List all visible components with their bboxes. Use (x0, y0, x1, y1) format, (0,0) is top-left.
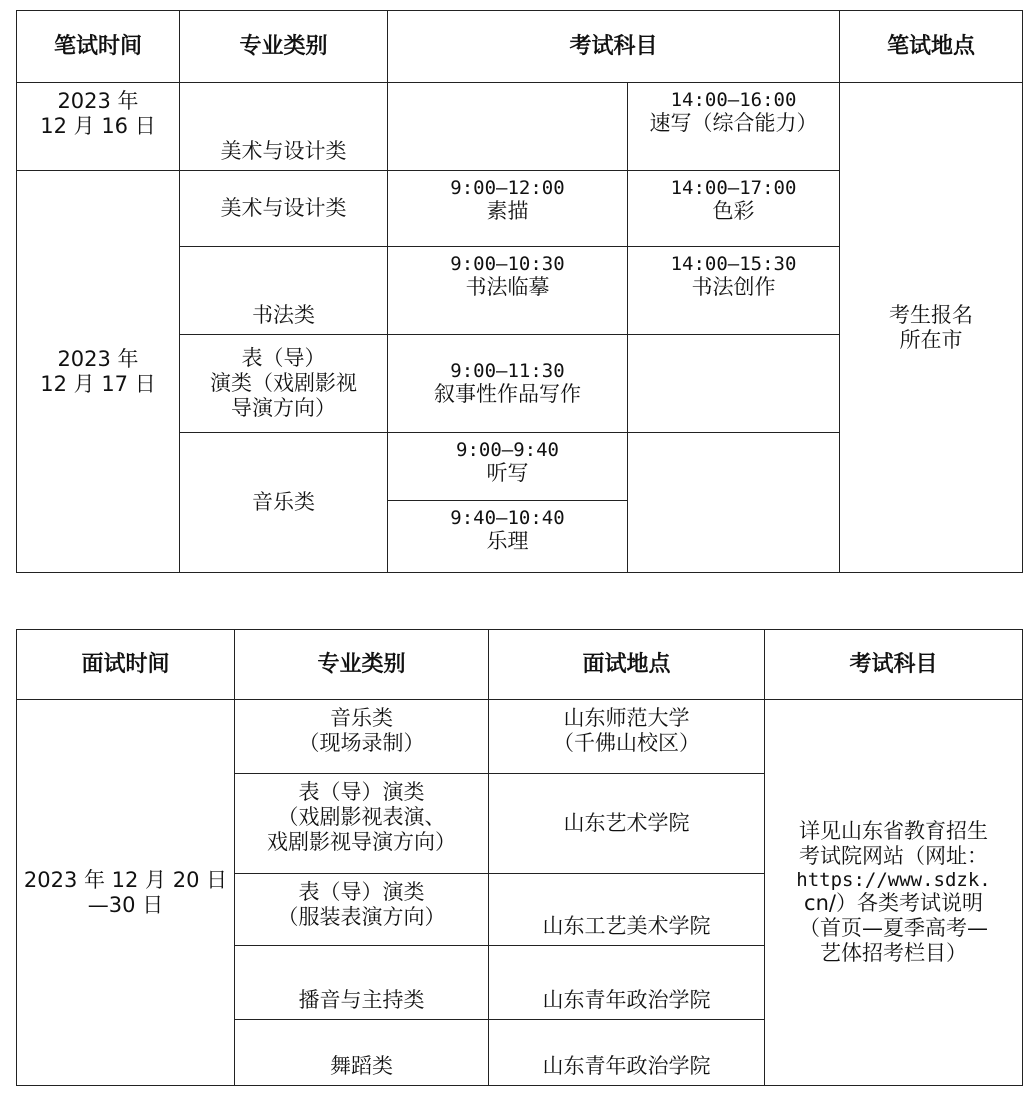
subject-dictation-cell: 9:00—9:40 听写 (388, 433, 628, 501)
header-subjects: 考试科目 (388, 11, 840, 83)
category-music: 音乐类 (180, 433, 388, 573)
interview-location-sdnu: 山东师范大学 （千佛山校区） (489, 700, 765, 774)
header-interview-subjects: 考试科目 (765, 630, 1023, 700)
interview-category-music: 音乐类 （现场录制） (235, 700, 489, 774)
header-written-location: 笔试地点 (840, 11, 1023, 83)
header-interview-category: 专业类别 (235, 630, 489, 700)
subject-empty-cell-3 (628, 433, 840, 573)
interview-location-sdcad: 山东工艺美术学院 (489, 874, 765, 946)
interview-category-drama: 表（导）演类 （戏剧影视表演、 戏剧影视导演方向） (235, 774, 489, 874)
subject-empty-cell (388, 83, 628, 171)
written-location-cell: 考生报名 所在市 (840, 83, 1023, 573)
header-interview-time: 面试时间 (17, 630, 235, 700)
subject-sketch-cell: 14:00—16:00 速写（综合能力） (628, 83, 840, 171)
interview-category-fashion: 表（导）演类 （服装表演方向） (235, 874, 489, 946)
subject-color-cell: 14:00—17:00 色彩 (628, 171, 840, 247)
category-directing: 表（导） 演类（戏剧影视 导演方向） (180, 335, 388, 433)
interview-date-cell: 2023 年 12 月 20 日 —30 日 (17, 700, 235, 1086)
interview-location-sdyu-1: 山东青年政治学院 (489, 946, 765, 1020)
interview-table (16, 629, 1023, 1086)
interview-location-sdart: 山东艺术学院 (489, 774, 765, 874)
date-cell-1: 2023 年 12 月 16 日 (17, 83, 180, 171)
header-interview-location: 面试地点 (489, 630, 765, 700)
date-cell-2: 2023 年 12 月 17 日 (17, 171, 180, 573)
category-calligraphy: 书法类 (180, 247, 388, 335)
interview-category-dance: 舞蹈类 (235, 1020, 489, 1086)
interview-subjects-note: 详见山东省教育招生 考试院网站（网址： https://www.sdzk. cn/）各类考试说明 （首页—夏季高考— 艺体招考栏目） (765, 700, 1023, 1086)
subject-copying-cell: 9:00—10:30 书法临摹 (388, 247, 628, 335)
subject-drawing-cell: 9:00—12:00 素描 (388, 171, 628, 247)
subject-theory-cell: 9:40—10:40 乐理 (388, 501, 628, 573)
interview-category-broadcast: 播音与主持类 (235, 946, 489, 1020)
subject-creation-cell: 14:00—15:30 书法创作 (628, 247, 840, 335)
header-category: 专业类别 (180, 11, 388, 83)
subject-empty-cell-2 (628, 335, 840, 433)
category-art-design-1: 美术与设计类 (180, 83, 388, 171)
interview-location-sdyu-2: 山东青年政治学院 (489, 1020, 765, 1086)
category-art-design-2: 美术与设计类 (180, 171, 388, 247)
written-exam-table (16, 10, 1023, 573)
header-written-time: 笔试时间 (17, 11, 180, 83)
subject-narrative-cell: 9:00—11:30 叙事性作品写作 (388, 335, 628, 433)
